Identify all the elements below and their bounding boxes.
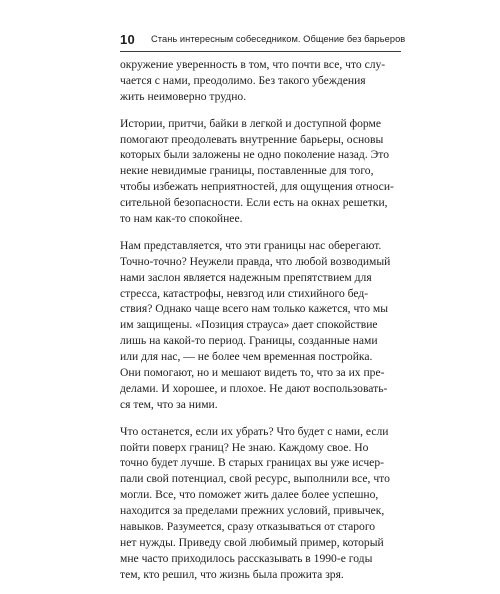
text-line: пали свой потенциал, свой ресурс, выполнили все, что <box>120 472 390 486</box>
text-line: которых были заложены не одно поколение назад. Это <box>120 148 389 162</box>
header-rule <box>120 51 401 52</box>
text-line: Они помогают, но и мешают видеть то, что за их пре- <box>120 366 385 380</box>
text-line: чтобы избежать неприятностей, для ощущения относи- <box>120 180 394 194</box>
paragraph <box>120 238 391 413</box>
running-title: Стань интересным собеседником. Общение без барьеров <box>151 34 406 44</box>
text-line: Истории, притчи, байки в легкой и доступной форме <box>120 116 381 130</box>
text-line: чается с нами, преодолимо. Без такого убеждения <box>120 73 366 87</box>
text-line: помогают преодолевать внутренние барьеры, основы <box>120 132 384 146</box>
text-line: ся тем, что за ними. <box>120 397 218 411</box>
paragraph <box>120 424 390 583</box>
text-line: или для нас, — не более чем временная постройка. <box>120 350 373 364</box>
paragraph <box>120 116 394 227</box>
text-line: сительной безопасности. Если есть на окнах решетки, <box>120 196 388 210</box>
text-line: пойти поверх границ? Не знаю. Каждому свое. Но <box>120 440 369 454</box>
paragraph <box>120 57 386 105</box>
text-line: нами заслон является надежным препятствием для <box>120 270 372 284</box>
text-line: окружение уверенность в том, что почти все, что слу- <box>120 58 386 71</box>
text-line: нет нужды. Приведу свой любимый пример, который <box>120 535 384 549</box>
page-number: 10 <box>120 32 136 47</box>
text-line: жить неимоверно трудно. <box>120 89 247 103</box>
text-line: ствия? Однако чаще всего нам только кажется, что мы <box>120 302 389 316</box>
text-line: им защищены. «Позиция страуса» дает спокойствие <box>120 318 378 332</box>
text-line: точно будет лучше. В старых границах вы уже исчер- <box>120 456 384 470</box>
text-line: могли. Все, что поможет жить далее более успешно, <box>120 488 379 502</box>
text-line: находится за пределами прежних условий, привычек, <box>120 504 385 518</box>
page-header <box>120 30 420 52</box>
text-line: Точно-точно? Неужели правда, что любой возводимый <box>120 254 391 268</box>
text-line: тем, кто решил, что жизнь была прожита зря. <box>120 567 344 581</box>
text-line: то нам как-то спокойнее. <box>120 212 243 226</box>
body-text <box>120 57 394 594</box>
text-line: мне часто приходилось рассказывать в 1990-е годы <box>120 551 373 565</box>
text-line: Что останется, если их убрать? Что будет с нами, если <box>120 424 389 438</box>
text-line: некие невидимые границы, поставленные для того, <box>120 164 374 178</box>
text-line: Нам представляется, что эти границы нас оберегают. <box>120 238 382 252</box>
text-line: делами. И хорошее, и плохое. Не дают воспользовать- <box>120 381 388 395</box>
text-line: стресса, катастрофы, невзгод или стихийного бед- <box>120 286 369 300</box>
text-line: лишь на какой-то период. Границы, созданные нами <box>120 334 378 348</box>
text-line: навыков. Разумеется, сразу отказываться от старого <box>120 520 376 534</box>
